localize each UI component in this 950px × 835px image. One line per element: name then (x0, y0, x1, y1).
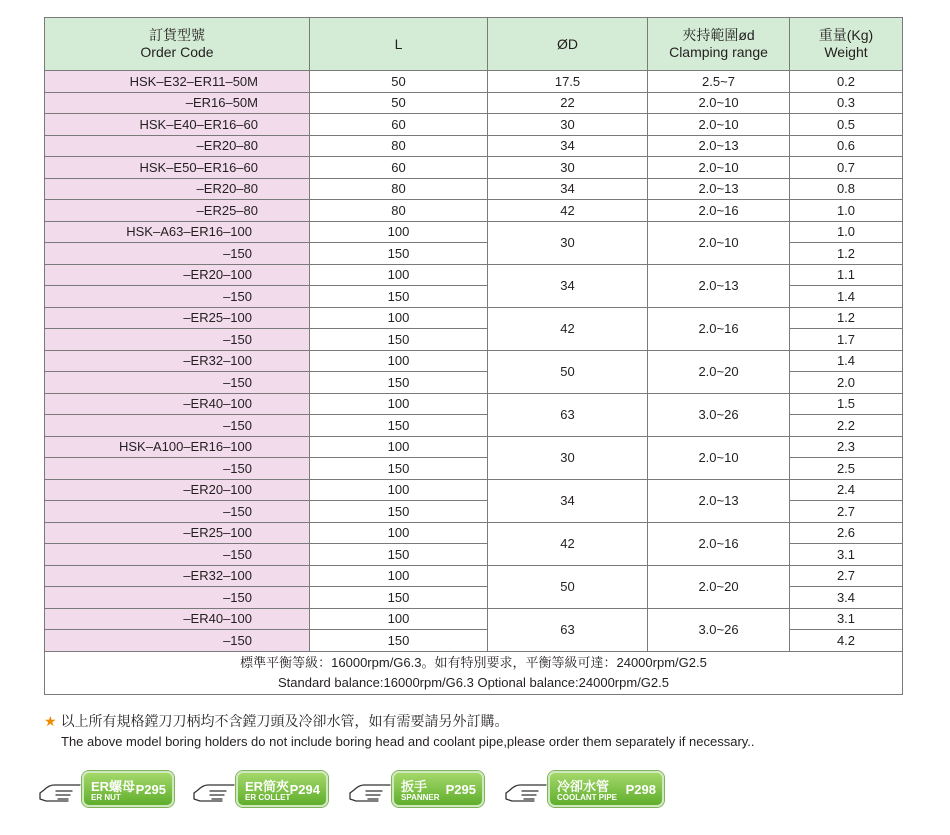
length: 100 (310, 608, 488, 630)
length: 150 (310, 286, 488, 308)
header-row (45, 18, 903, 71)
header-clamping-range: 夾持範圍ød Clamping range (648, 18, 790, 71)
order-code: HSK–E50–ER16–60 (45, 157, 310, 179)
order-code: –150 (45, 630, 310, 652)
diameter: 42 (488, 200, 648, 222)
length: 100 (310, 565, 488, 587)
header-length: L (310, 18, 488, 71)
length: 100 (310, 307, 488, 329)
diameter: 63 (488, 393, 648, 436)
order-code: HSK–E40–ER16–60 (45, 114, 310, 136)
clamping-range: 2.0~10 (648, 221, 790, 264)
order-code: –ER16–50M (45, 92, 310, 114)
table-row (45, 92, 903, 114)
weight: 1.4 (790, 286, 903, 308)
diameter: 22 (488, 92, 648, 114)
table-row (45, 200, 903, 222)
length: 100 (310, 350, 488, 372)
length: 80 (310, 200, 488, 222)
diameter: 30 (488, 436, 648, 479)
clamping-range: 2.0~13 (648, 264, 790, 307)
length: 150 (310, 544, 488, 566)
length: 100 (310, 522, 488, 544)
clamping-range: 2.0~16 (648, 200, 790, 222)
order-code: –ER25–100 (45, 307, 310, 329)
disclaimer-en: The above model boring holders do not include boring head and coolant pipe,please order them separately if necessary.. (61, 734, 755, 749)
weight: 0.5 (790, 114, 903, 136)
weight: 1.2 (790, 307, 903, 329)
order-code: –150 (45, 501, 310, 523)
table-row (45, 350, 903, 372)
order-code: –ER40–100 (45, 393, 310, 415)
disclaimer-note (44, 711, 509, 731)
clamping-range: 2.0~16 (648, 522, 790, 565)
balance-note-zh: 標準平衡等級：16000rpm/G6.3。如有特別要求，平衡等級可達：24000rpm/G2.5 (240, 654, 707, 670)
diameter: 42 (488, 307, 648, 350)
weight: 3.4 (790, 587, 903, 609)
length: 150 (310, 329, 488, 351)
table-row (45, 71, 903, 93)
diameter: 34 (488, 178, 648, 200)
weight: 1.0 (790, 200, 903, 222)
clamping-range: 2.0~10 (648, 114, 790, 136)
table-row (45, 479, 903, 501)
er-nut-button[interactable]: ER螺母 ER NUT P295 (82, 771, 174, 807)
length: 60 (310, 157, 488, 179)
weight: 1.0 (790, 221, 903, 243)
weight: 1.1 (790, 264, 903, 286)
weight: 2.4 (790, 479, 903, 501)
table-row (45, 157, 903, 179)
header-weight: 重量(Kg) Weight (790, 18, 903, 71)
weight: 2.7 (790, 565, 903, 587)
order-code: –ER32–100 (45, 350, 310, 372)
order-code: HSK–A100–ER16–100 (45, 436, 310, 458)
order-code: –150 (45, 329, 310, 351)
diameter: 30 (488, 114, 648, 136)
star-icon: ★ (44, 713, 57, 729)
order-code: HSK–E32–ER11–50M (45, 71, 310, 93)
balance-note-row (45, 651, 903, 694)
length: 150 (310, 501, 488, 523)
clamping-range: 2.0~13 (648, 479, 790, 522)
length: 80 (310, 135, 488, 157)
length: 60 (310, 114, 488, 136)
length: 150 (310, 630, 488, 652)
clamping-range: 3.0~26 (648, 393, 790, 436)
diameter: 50 (488, 565, 648, 608)
weight: 1.2 (790, 243, 903, 265)
diameter: 63 (488, 608, 648, 651)
length: 100 (310, 436, 488, 458)
er-collet-button[interactable]: ER筒夾 ER COLLET P294 (236, 771, 328, 807)
reference-links (38, 771, 678, 807)
order-code: –ER32–100 (45, 565, 310, 587)
table-row (45, 393, 903, 415)
length: 150 (310, 415, 488, 437)
weight: 4.2 (790, 630, 903, 652)
clamping-range: 2.0~20 (648, 350, 790, 393)
length: 100 (310, 264, 488, 286)
weight: 2.2 (790, 415, 903, 437)
order-code: –ER40–100 (45, 608, 310, 630)
pointing-hand-icon (38, 779, 82, 803)
weight: 1.7 (790, 329, 903, 351)
order-code: –150 (45, 587, 310, 609)
table-row (45, 264, 903, 286)
order-code: –150 (45, 415, 310, 437)
clamping-range: 2.0~10 (648, 157, 790, 179)
spanner-button[interactable]: 扳手 SPANNER P295 (392, 771, 484, 807)
clamping-range: 2.5~7 (648, 71, 790, 93)
pointing-hand-icon (192, 779, 236, 803)
diameter: 34 (488, 135, 648, 157)
order-code: –ER20–100 (45, 479, 310, 501)
weight: 2.5 (790, 458, 903, 480)
clamping-range: 2.0~20 (648, 565, 790, 608)
diameter: 34 (488, 479, 648, 522)
order-code: HSK–A63–ER16–100 (45, 221, 310, 243)
order-code: –150 (45, 458, 310, 480)
order-code: –150 (45, 286, 310, 308)
weight: 2.6 (790, 522, 903, 544)
length: 100 (310, 221, 488, 243)
order-code: –ER20–100 (45, 264, 310, 286)
order-code: –ER20–80 (45, 178, 310, 200)
weight: 2.7 (790, 501, 903, 523)
length: 150 (310, 458, 488, 480)
order-code: –150 (45, 544, 310, 566)
weight: 0.8 (790, 178, 903, 200)
clamping-range: 3.0~26 (648, 608, 790, 651)
weight: 1.4 (790, 350, 903, 372)
length: 150 (310, 587, 488, 609)
table-row (45, 436, 903, 458)
pointing-hand-icon (504, 779, 548, 803)
order-code: –ER20–80 (45, 135, 310, 157)
order-code: –ER25–100 (45, 522, 310, 544)
table-row (45, 565, 903, 587)
diameter: 30 (488, 221, 648, 264)
table-row (45, 135, 903, 157)
table-row (45, 522, 903, 544)
coolant-pipe-button[interactable]: 冷卻水管 COOLANT PIPE P298 (548, 771, 664, 807)
order-code: –150 (45, 372, 310, 394)
header-order-code: 訂貨型號 Order Code (45, 18, 310, 71)
diameter: 30 (488, 157, 648, 179)
diameter: 42 (488, 522, 648, 565)
table-row (45, 178, 903, 200)
diameter: 17.5 (488, 71, 648, 93)
clamping-range: 2.0~13 (648, 178, 790, 200)
weight: 0.6 (790, 135, 903, 157)
weight: 2.3 (790, 436, 903, 458)
balance-note (45, 651, 903, 694)
table-row (45, 114, 903, 136)
weight: 0.2 (790, 71, 903, 93)
length: 80 (310, 178, 488, 200)
order-code: –ER25–80 (45, 200, 310, 222)
weight: 3.1 (790, 544, 903, 566)
length: 150 (310, 372, 488, 394)
length: 50 (310, 71, 488, 93)
header-diameter: ØD (488, 18, 648, 71)
disclaimer-zh: 以上所有規格鏜刀刀柄均不含鏜刀頭及冷卻水管，如有需要請另外訂購。 (60, 713, 509, 729)
weight: 0.7 (790, 157, 903, 179)
weight: 0.3 (790, 92, 903, 114)
pointing-hand-icon (348, 779, 392, 803)
length: 100 (310, 393, 488, 415)
balance-note-en: Standard balance:16000rpm/G6.3 Optional balance:24000rpm/G2.5 (278, 674, 669, 690)
length: 100 (310, 479, 488, 501)
length: 150 (310, 243, 488, 265)
table-row (45, 221, 903, 243)
clamping-range: 2.0~10 (648, 92, 790, 114)
clamping-range: 2.0~13 (648, 135, 790, 157)
weight: 3.1 (790, 608, 903, 630)
order-code: –150 (45, 243, 310, 265)
weight: 2.0 (790, 372, 903, 394)
table-row (45, 608, 903, 630)
table-row (45, 307, 903, 329)
spec-table (44, 17, 903, 695)
diameter: 50 (488, 350, 648, 393)
length: 50 (310, 92, 488, 114)
weight: 1.5 (790, 393, 903, 415)
clamping-range: 2.0~10 (648, 436, 790, 479)
clamping-range: 2.0~16 (648, 307, 790, 350)
diameter: 34 (488, 264, 648, 307)
